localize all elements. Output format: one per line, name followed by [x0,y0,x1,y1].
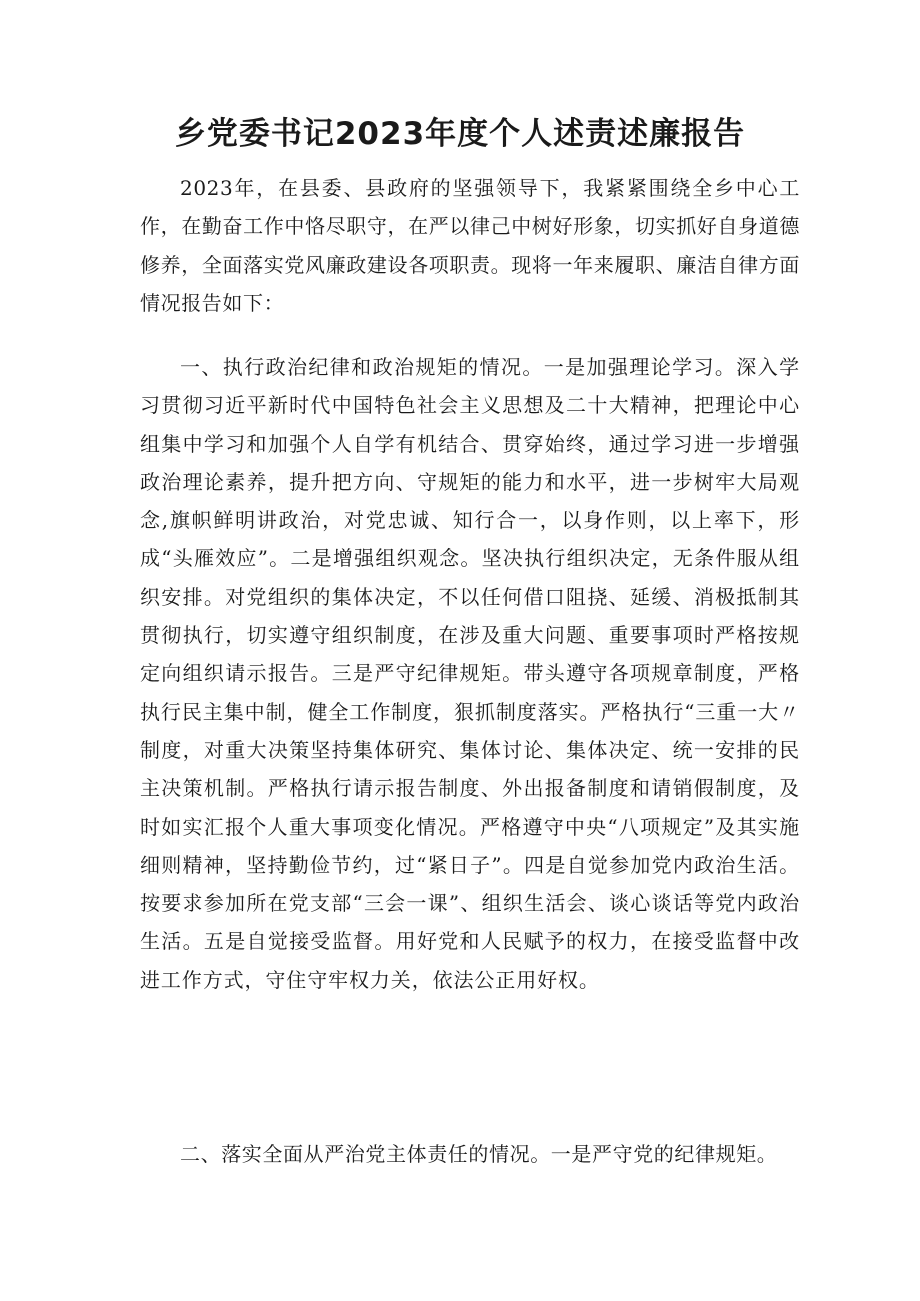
paragraph-section-two: 二、落实全面从严治党主体责任的情况。一是严守党的纪律规矩。 [180,1142,778,1166]
paragraph-intro: 2023年，在县委、县政府的坚强领导下，我紧紧围绕全乡中心工作，在勤奋工作中恪尽职守，在严以律己中树好形象，切实抓好自身道德修养，全面落实党风廉政建设各项职责。现将一年来履职、廉洁自律方面情况报告如下： [140,176,800,315]
paragraph-section-one: 一、执行政治纪律和政治规矩的情况。一是加强理论学习。深入学习贯彻习近平新时代中国特色社会主义思想及二十大精神，把理论中心组集中学习和加强个人自学有机结合、贯穿始终，通过学习进一步增强政治理论素养，提升把方向、守规矩的能力和水平，进一步树牢大局观念,旗帜鲜明讲政治，对党忠诚、知行合一，以身作则，以上率下，形成“头雁效应”。二是增强组织观念。坚决执行组织决定，无条件服从组织安排。对党组织的集体决定，不以任何借口阻挠、延缓、消极抵制其贯彻执行，切实遵守组织制度，在涉及重大问题、重要事项时严格按规定向组织请示报告。三是严守纪律规矩。带头遵守各项规章制度，严格执行民主集中制，健全工作制度，狠抓制度落实。严格执行“三重一大〃制度，对重大决策坚持集体研究、集体讨论、集体决定、统一安排的民主决策机制。严格执行请示报告制度、外出报备制度和请销假制度，及时如实汇报个人重大事项变化情况。严格遵守中央“八项规定”及其实施细则精神，坚持勤俭节约，过“紧日子”。四是自觉参加党内政治生活。按要求参加所在党支部“三会一课”、组织生活会、谈心谈话等党内政治生活。五是自觉接受监督。用好党和人民赋予的权力，在接受监督中改进工作方式，守住守牢权力关，依法公正用好权。 [140,355,800,992]
document-title: 乡党委书记2023年度个人述责述廉报告 [174,116,746,152]
